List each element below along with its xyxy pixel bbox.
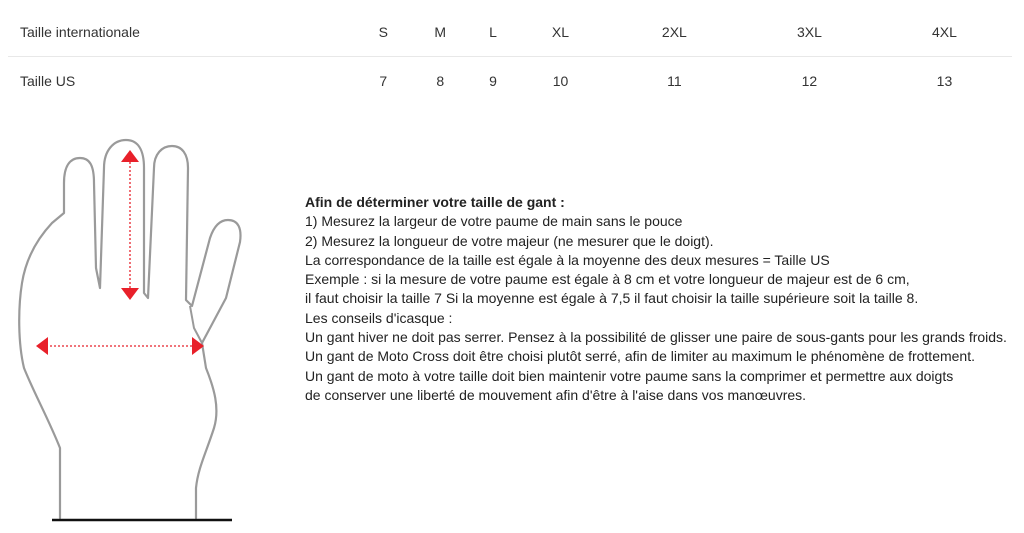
international-size-cell: 3XL	[742, 8, 877, 57]
international-size-cell: XL	[514, 8, 607, 57]
advice-freedom: de conserver une liberté de mouvement afin d'être à l'aise dans vos manœuvres.	[305, 386, 807, 403]
guide-correspondence: La correspondance de la taille est égale à la moyenne des deux mesures = Taille US	[305, 251, 830, 268]
guide-heading: Afin de déterminer votre taille de gant :	[305, 194, 565, 210]
advice-motocross: Un gant de Moto Cross doit être choisi plutôt serré, afin de limiter au maximum le phénomène de frottement.	[305, 348, 975, 365]
advice-winter: Un gant hiver ne doit pas serrer. Pensez à la possibilité de glisser une paire de sous-gants pour les grands froids.	[305, 329, 1007, 346]
advice-size: Un gant de moto à votre taille doit bien maintenir votre paume sans la comprimer et permettre aux doigts	[305, 367, 954, 384]
international-size-cell: 4XL	[877, 8, 1012, 57]
table-row-international	[8, 8, 1012, 57]
palm-width-arrow-right	[192, 337, 204, 355]
us-size-label: Taille US	[20, 73, 76, 89]
thumb-crease	[190, 306, 202, 343]
us-size-cell: 8	[436, 73, 445, 89]
size-guide-text	[305, 193, 1012, 405]
guide-example-2: il faut choisir la taille 7 Si la moyenne est égale à 7,5 il faut choisir la taille supérieure soit la taille 8.	[305, 290, 919, 307]
us-size-cell: 7	[379, 73, 388, 89]
us-size-cell: 12	[801, 73, 818, 89]
international-size-cell: M	[409, 8, 472, 57]
us-size-cell: 11	[667, 73, 682, 89]
finger-length-arrow-bottom	[121, 288, 139, 300]
size-table	[8, 8, 1012, 105]
international-size-cell: 2XL	[607, 8, 742, 57]
international-size-cell: L	[472, 8, 514, 57]
international-size-cell: S	[358, 8, 409, 57]
us-size-cell: 9	[489, 73, 497, 89]
guide-step-2: 2) Mesurez la longueur de votre majeur (ne mesurer que le doigt).	[305, 232, 714, 249]
finger-length-arrow-top	[121, 150, 139, 162]
us-size-cell: 10	[552, 73, 569, 89]
us-size-cell: 13	[936, 73, 953, 89]
table-row-us	[8, 57, 1012, 106]
advice-title: Les conseils d'icasque :	[305, 309, 453, 326]
international-size-label: Taille internationale	[8, 8, 358, 57]
palm-width-arrow-left	[36, 337, 48, 355]
guide-example-1: Exemple : si la mesure de votre paume est égale à 8 cm et votre longueur de majeur est de 6 cm,	[305, 271, 910, 288]
hand-outline	[19, 140, 240, 518]
hand-measurement-illustration	[14, 128, 274, 528]
guide-step-1: 1) Mesurez la largeur de votre paume de main sans le pouce	[305, 213, 683, 230]
